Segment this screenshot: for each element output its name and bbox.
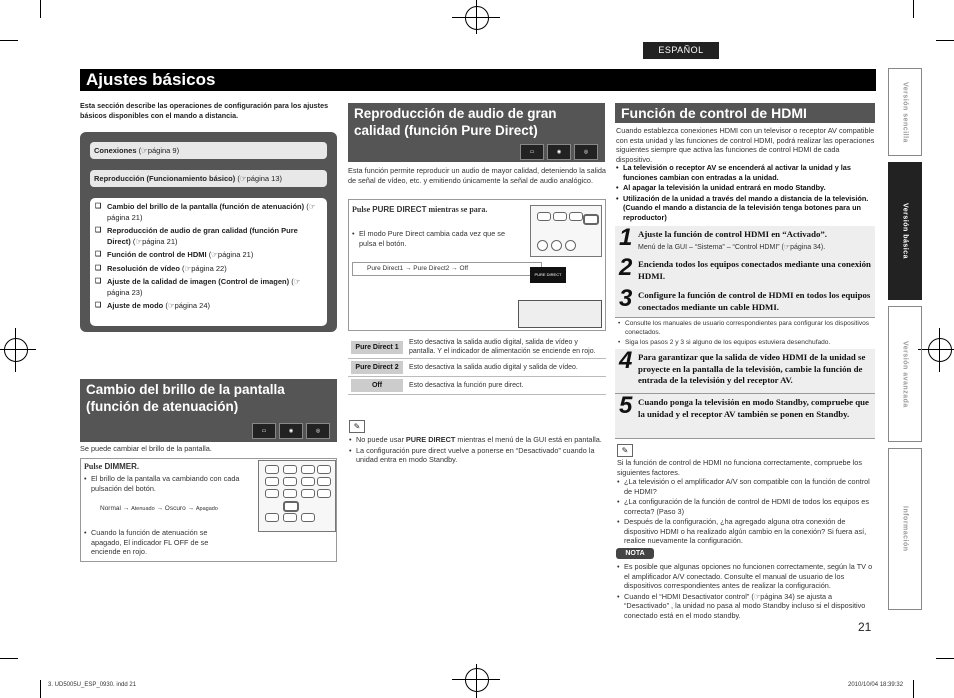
crop-mark: [936, 40, 954, 41]
step-3-notes: • Consulte los manuales de usuario correspondientes para configurar los dispositivos conectados. • Siga los pasos 2 y 3 si alguno de los equipos estuviera desenchufado.: [618, 319, 876, 348]
dimmer-heading: Cambio del brillo de la pantalla (función de atenuación): [80, 379, 337, 442]
page-number: 21: [858, 620, 872, 634]
toc-item[interactable]: ❑ Ajuste de modo (☞página 24): [95, 301, 322, 312]
dimmer-media-icons: [252, 423, 330, 439]
step-1: 1 Ajuste la función de control HDMI en “Activado”. Menú de la GUI – “Sistema” – “Control HDMI” (☞página 34).: [615, 226, 875, 257]
toc-playback[interactable]: Reproducción (Funcionamiento básico) (☞página 13): [90, 170, 327, 187]
toc-item[interactable]: ❑ Resolución de vídeo (☞página 22): [95, 264, 322, 275]
hdmi-heading: Función de control de HDMI: [615, 103, 875, 123]
nota-badge: NOTA: [616, 548, 654, 559]
step-2: 2 Encienda todos los equipos conectados mediante una conexión HDMI.: [615, 256, 875, 288]
footer-file: 3. UD5005U_ESP_0930. indd 21: [48, 682, 137, 688]
toc-item[interactable]: ❑ Función de control de HDMI (☞página 21): [95, 250, 322, 261]
side-tab-basic[interactable]: Versión básica: [888, 162, 922, 300]
bd-video-icon: ▭: [252, 423, 276, 439]
crop-mark: [476, 664, 477, 698]
crop-mark: [0, 40, 18, 41]
language-tab: ESPAÑOL: [643, 42, 719, 59]
cd-icon: ◎: [574, 144, 598, 160]
crop-mark: [452, 679, 500, 680]
crop-mark: [40, 680, 41, 698]
remote-illustration: [530, 205, 602, 257]
step-3: 3 Configure la función de control de HDMI en todos los equipos conectados mediante un cable HDMI.: [615, 287, 875, 318]
dimmer-button: [283, 501, 299, 512]
crop-mark: [918, 349, 954, 350]
bd-video-icon: ▭: [520, 144, 544, 160]
pure-direct-button: [583, 214, 599, 225]
table-row: Pure Direct 1 Esto desactiva la salida audio digital, salida de vídeo y pantalla. Y el indicador de alimentación se enciende en rojo.: [348, 336, 606, 359]
dvd-icon: ◉: [547, 144, 571, 160]
hdmi-nota: • Es posible que algunas opciones no funcionen correctamente, según la TV o el amplificador A/V conectado. Consulte el manual de usuario de los dispositivos correspondientes antes de realizar la configuración. • Cuando el “HDMI Desactivator control” (☞página 34) se ajusta a “Desactivado” , la unidad no pasa al modo Standby incluso si el dispositivo conectado está en el modo standby.: [617, 562, 875, 621]
pd-bullet: • El modo Pure Direct cambia cada vez que se pulsa el botón.: [352, 229, 520, 249]
toc-connections[interactable]: Conexiones (☞página 9): [90, 142, 327, 159]
dimmer-bullet: • El brillo de la pantalla va cambiando con cada pulsación del botón.: [84, 474, 252, 494]
crop-mark: [913, 680, 914, 698]
step-5: 5 Cuando ponga la televisión en modo Standby, compruebe que la unidad y el receptor AV también se ponen en Standby.: [615, 394, 875, 439]
pd-desc: Esta función permite reproducir un audio de mayor calidad, deteniendo la salida de señal de vídeo, etc. y emitiendo únicamente la señal de audio analógico.: [348, 166, 606, 185]
pd-flow: Pure Direct1 → Pure Direct2 → Off: [352, 262, 542, 276]
dimmer-press: Pulse DIMMER.: [84, 462, 140, 471]
crop-mark: [0, 349, 36, 350]
intro-text: Esta sección describe las operaciones de configuración para los ajustes básicos disponibles con el mando a distancia.: [80, 101, 329, 120]
crop-mark: [452, 17, 500, 18]
registration-mark: [465, 668, 489, 692]
toc-item[interactable]: ❑ Reproducción de audio de gran calidad (función Pure Direct) (☞página 21): [95, 226, 322, 247]
page-title: Ajustes básicos: [80, 69, 876, 91]
pure-direct-heading: Reproducción de audio de gran calidad (función Pure Direct): [348, 103, 605, 162]
hdmi-desc: Cuando establezca conexiones HDMI con un televisor o receptor AV compatible con esta unidad y las funciones de control HDMI, podrá realizar las operaciones siguientes siempre que activa las funciones de control HDMI de cada dispositivo.: [616, 126, 875, 164]
registration-mark: [928, 338, 952, 362]
pencil-icon: ✎: [617, 444, 633, 457]
crop-mark: [15, 328, 16, 372]
pd-press: Pulse PURE DIRECT mientras se para.: [352, 205, 488, 214]
remote-illustration: [258, 460, 336, 532]
table-row: Off Esto desactiva la función pure direct.: [348, 377, 606, 395]
crop-mark: [0, 658, 18, 659]
crop-mark: [40, 0, 41, 18]
pd-display: PURE DIRECT: [530, 267, 566, 283]
hdmi-bullets: • La televisión o receptor AV se encenderá al activar la unidad y las funciones cambian con entradas a la unidad. • Al apagar la televisión la unidad entrará en modo Standby. • Utilización de la unidad a través del mando a distancia de la televisión.(Cuando el mando a distancia de la televisión tenga botones para un reproductor): [616, 163, 875, 223]
side-tab-simple[interactable]: Versión sencilla: [888, 68, 922, 156]
pd-media-icons: [520, 144, 598, 160]
cd-icon: ◎: [306, 423, 330, 439]
dimmer-bullet-2: • Cuando la función de atenuación se apagado, El indicador FL OFF de se enciende en rojo.: [84, 528, 234, 558]
pd-mode-table: [348, 336, 606, 395]
crop-mark: [939, 328, 940, 372]
hdmi-troubleshoot: Si la función de control de HDMI no funciona correctamente, compruebe los siguientes factores. • ¿La televisión o el amplificador A/V son compatible con la función de control de HDMI? • ¿La configuración de la función de control de HDMI de todos los equipos es correcta? (Paso 3) • Después de la configuración, ¿ha agregado alguna otra conexión de dispositivo HDMI o ha realizado algún cambio en la conexión? Si fuera así, realice nuevamente la configuración.: [617, 458, 875, 547]
registration-mark: [4, 338, 28, 362]
dimmer-flow: Normal → Atenuado → Oscuro → Apagado: [100, 505, 218, 512]
dvd-icon: ◉: [279, 423, 303, 439]
crop-mark: [913, 0, 914, 18]
side-tab-information[interactable]: Información: [888, 448, 922, 610]
footer-date: 2010/10/04 18:39:32: [848, 682, 904, 688]
toc-panel: [80, 132, 337, 332]
table-row: Pure Direct 2 Esto desactiva la salida audio digital y salida de vídeo.: [348, 359, 606, 377]
step-4: 4 Para garantizar que la salida de vídeo HDMI de la unidad se proyecte en la pantalla de la televisión, cambie la función de entrada de la televisión y del receptor AV.: [615, 349, 875, 394]
pencil-icon: ✎: [349, 420, 365, 433]
player-illustration: [518, 300, 602, 328]
crop-mark: [936, 658, 954, 659]
toc-item[interactable]: ❑ Cambio del brillo de la pantalla (función de atenuación) (☞página 21): [95, 202, 322, 223]
registration-mark: [465, 6, 489, 30]
toc-item[interactable]: ❑ Ajuste de la calidad de imagen (Control de imagen) (☞página 23): [95, 277, 322, 298]
toc-list: [90, 198, 327, 326]
side-tab-advanced[interactable]: Versión avanzada: [888, 306, 922, 442]
pd-notes: • No puede usar PURE DIRECT mientras el menú de la GUI está en pantalla. • La configuración pure direct vuelve a ponerse en “Desactivado” cuando la unidad entra en modo Standby.: [349, 435, 607, 466]
dimmer-desc: Se puede cambiar el brillo de la pantalla.: [80, 444, 212, 453]
